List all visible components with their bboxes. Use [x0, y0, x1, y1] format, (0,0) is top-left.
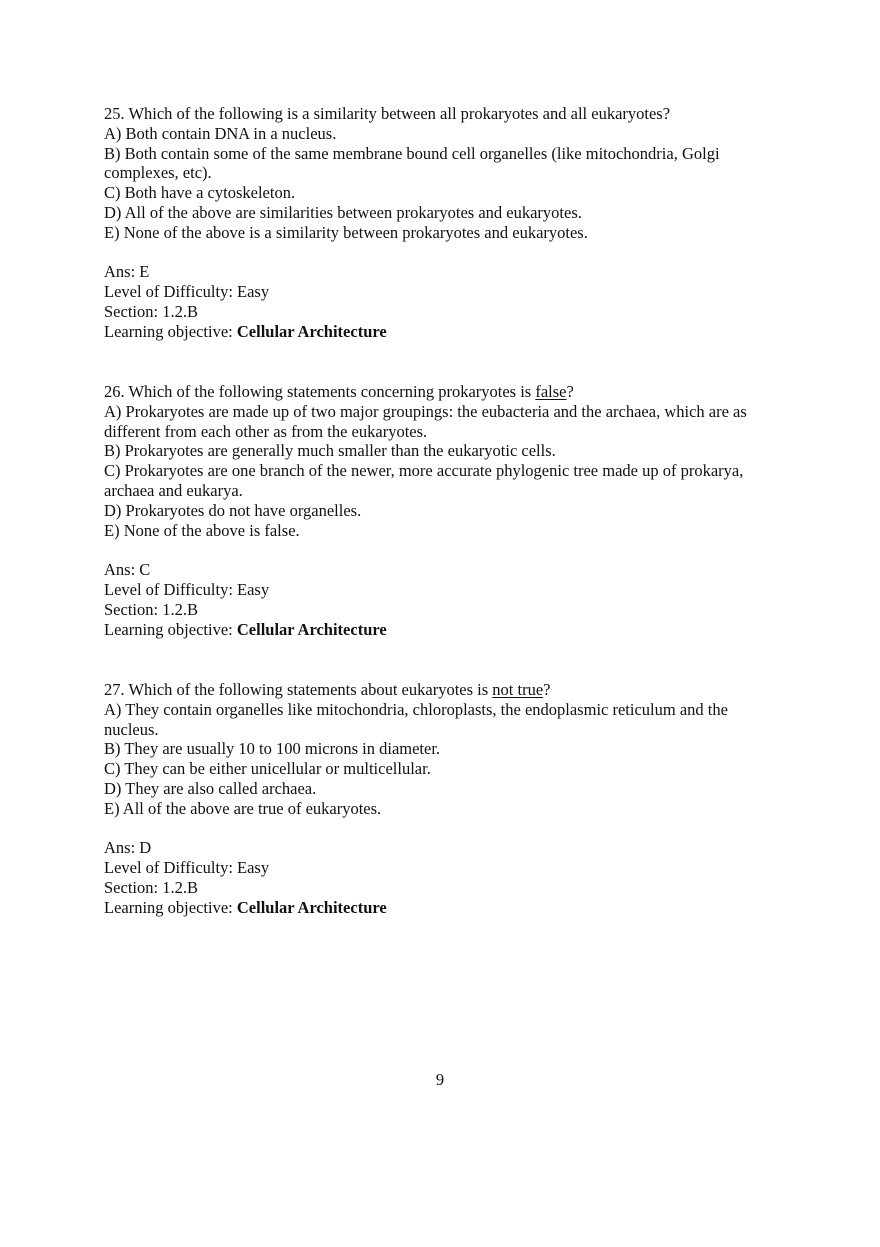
option-a: A) Prokaryotes are made up of two major groupings: the eubacteria and the archaea, which are as different from each other as from the eukaryotes. [104, 401, 747, 441]
answer: Ans: E [104, 262, 150, 282]
question-stem-text: 26. Which of the following statements concerning prokaryotes is [104, 382, 536, 401]
learning-objective-value: Cellular Architecture [236, 897, 387, 917]
option-a: A) Both contain DNA in a nucleus. [104, 123, 337, 143]
spacer [104, 243, 774, 263]
section: Section: 1.2.B [104, 877, 198, 897]
question-25 [104, 104, 774, 342]
option-c: C) Both have a cytoskeleton. [104, 183, 296, 203]
option-a: A) They contain organelles like mitochondria, chloroplasts, the endoplasmic reticulum and the nucleus. [104, 699, 728, 739]
spacer [104, 540, 774, 560]
learning-objective-value: Cellular Architecture [236, 321, 387, 341]
option-d: D) Prokaryotes do not have organelles. [104, 500, 362, 520]
learning-objective-value: Cellular Architecture [236, 619, 387, 639]
learning-objective-label: Learning objective: [104, 619, 237, 639]
question-26 [104, 382, 774, 639]
learning-objective [104, 898, 774, 918]
option-e: E) None of the above is a similarity between prokaryotes and eukaryotes. [104, 222, 588, 242]
page-number: 9 [435, 1070, 445, 1089]
option-c: C) Prokaryotes are one branch of the newer, more accurate phylogenic tree made up of prokarya, archaea and eukarya. [104, 461, 744, 500]
learning-objective-label: Learning objective: [104, 321, 237, 341]
answer: Ans: C [104, 560, 151, 580]
learning-objective [104, 322, 774, 342]
question-stem-end: ? [566, 382, 574, 401]
question-stem-emphasis: not true [492, 680, 544, 699]
question-stem-end: ? [543, 680, 551, 699]
learning-objective [104, 620, 774, 640]
question-stem [104, 680, 774, 700]
question-27 [104, 680, 774, 918]
question-stem-emphasis: false [535, 382, 567, 401]
difficulty: Level of Difficulty: Easy [104, 858, 270, 878]
difficulty: Level of Difficulty: Easy [104, 579, 270, 599]
option-d: D) They are also called archaea. [104, 778, 317, 798]
question-stem [104, 382, 774, 402]
option-b: B) They are usually 10 to 100 microns in diameter. [104, 739, 441, 759]
option-c: C) They can be either unicellular or multicellular. [104, 759, 431, 779]
question-stem-text: 25. Which of the following is a similarity between all prokaryotes and all eukaryotes? [104, 104, 671, 123]
answer: Ans: D [104, 838, 152, 858]
section: Section: 1.2.B [104, 599, 198, 619]
question-stem-text: 27. Which of the following statements about eukaryotes is [104, 680, 493, 699]
option-b: B) Both contain some of the same membrane bound cell organelles (like mitochondria, Golgi complexes, etc). [104, 143, 720, 183]
section: Section: 1.2.B [104, 301, 198, 321]
option-d: D) All of the above are similarities between prokaryotes and eukaryotes. [104, 202, 582, 222]
spacer [104, 819, 774, 839]
difficulty: Level of Difficulty: Easy [104, 282, 270, 302]
option-e: E) None of the above is false. [104, 520, 300, 540]
learning-objective-label: Learning objective: [104, 897, 237, 917]
option-e: E) All of the above are true of eukaryotes. [104, 798, 382, 818]
option-b: B) Prokaryotes are generally much smaller than the eukaryotic cells. [104, 441, 556, 461]
question-stem [104, 104, 774, 124]
